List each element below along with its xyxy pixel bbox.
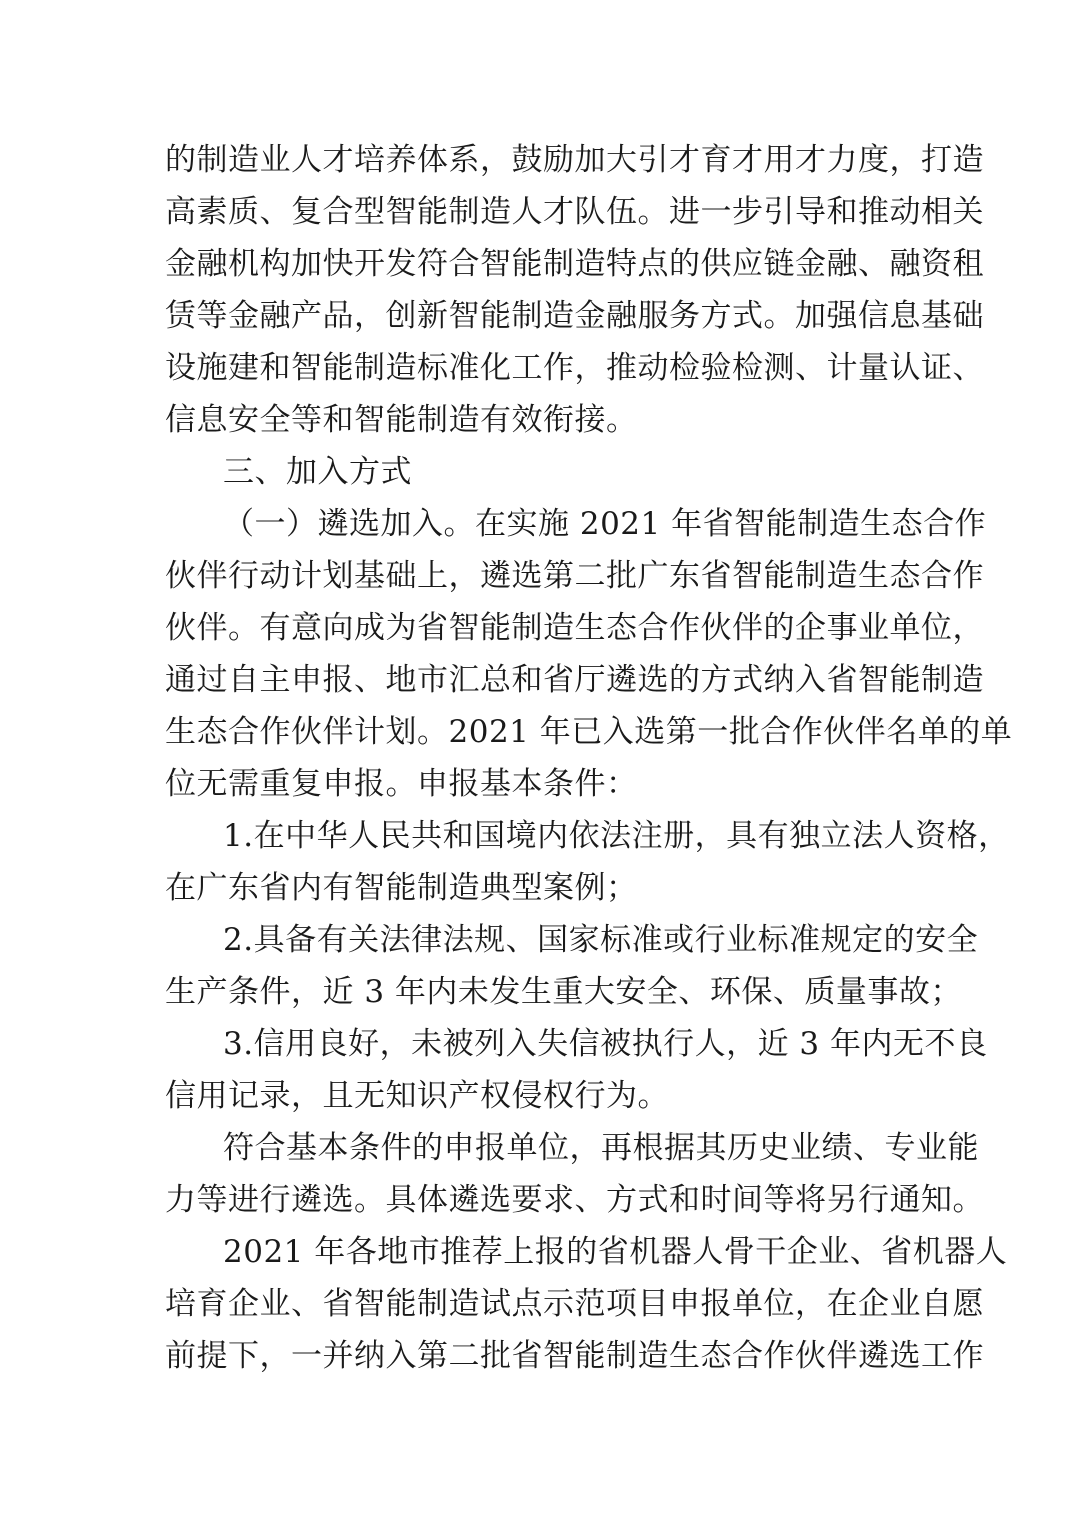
paragraph-line: 2.具备有关法律法规、国家标准或行业标准规定的安全 xyxy=(223,922,979,958)
paragraph-line: 信用记录，且无知识产权侵权行为。 xyxy=(165,1078,669,1114)
paragraph-line: 伙伴。有意向成为省智能制造生态合作伙伴的企事业单位， xyxy=(165,610,984,646)
paragraph-line: 生产条件，近 3 年内未发生重大安全、环保、质量事故； xyxy=(165,974,962,1010)
paragraph-line: 金融机构加快开发符合智能制造特点的供应链金融、融资租 xyxy=(165,246,984,282)
paragraph-line: 1.在中华人民共和国境内依法注册，具有独立法人资格， xyxy=(223,818,1010,854)
paragraph-line: 的制造业人才培养体系，鼓励加大引才育才用才力度，打造 xyxy=(165,142,984,178)
paragraph-line: 通过自主申报、地市汇总和省厅遴选的方式纳入省智能制造 xyxy=(165,662,984,698)
paragraph-line: 高素质、复合型智能制造人才队伍。进一步引导和推动相关 xyxy=(165,194,984,230)
section-heading: 三、加入方式 xyxy=(223,454,412,490)
paragraph-line: 在广东省内有智能制造典型案例； xyxy=(165,870,638,906)
paragraph-line: 伙伴行动计划基础上，遴选第二批广东省智能制造生态合作 xyxy=(165,558,984,594)
paragraph-line: 信息安全等和智能制造有效衔接。 xyxy=(165,402,638,438)
paragraph-line: 前提下，一并纳入第二批省智能制造生态合作伙伴遴选工作 xyxy=(165,1338,984,1374)
document-body xyxy=(165,134,1013,1382)
paragraph-line: 培育企业、省智能制造试点示范项目申报单位，在企业自愿 xyxy=(165,1286,984,1322)
paragraph-line: 设施建和智能制造标准化工作，推动检验检测、计量认证、 xyxy=(165,350,984,386)
paragraph-line: 力等进行遴选。具体遴选要求、方式和时间等将另行通知。 xyxy=(165,1182,984,1218)
paragraph-line: （一）遴选加入。在实施 2021 年省智能制造生态合作 xyxy=(223,506,987,542)
paragraph-line: 赁等金融产品，创新智能制造金融服务方式。加强信息基础 xyxy=(165,298,984,334)
paragraph-line: 2021 年各地市推荐上报的省机器人骨干企业、省机器人 xyxy=(223,1234,1008,1270)
paragraph-line: 3.信用良好，未被列入失信被执行人，近 3 年内无不良 xyxy=(223,1026,988,1062)
paragraph-line: 生态合作伙伴计划。2021 年已入选第一批合作伙伴名单的单 xyxy=(165,714,1013,750)
paragraph-line: 符合基本条件的申报单位，再根据其历史业绩、专业能 xyxy=(223,1130,979,1166)
paragraph-line: 位无需重复申报。申报基本条件： xyxy=(165,766,638,802)
